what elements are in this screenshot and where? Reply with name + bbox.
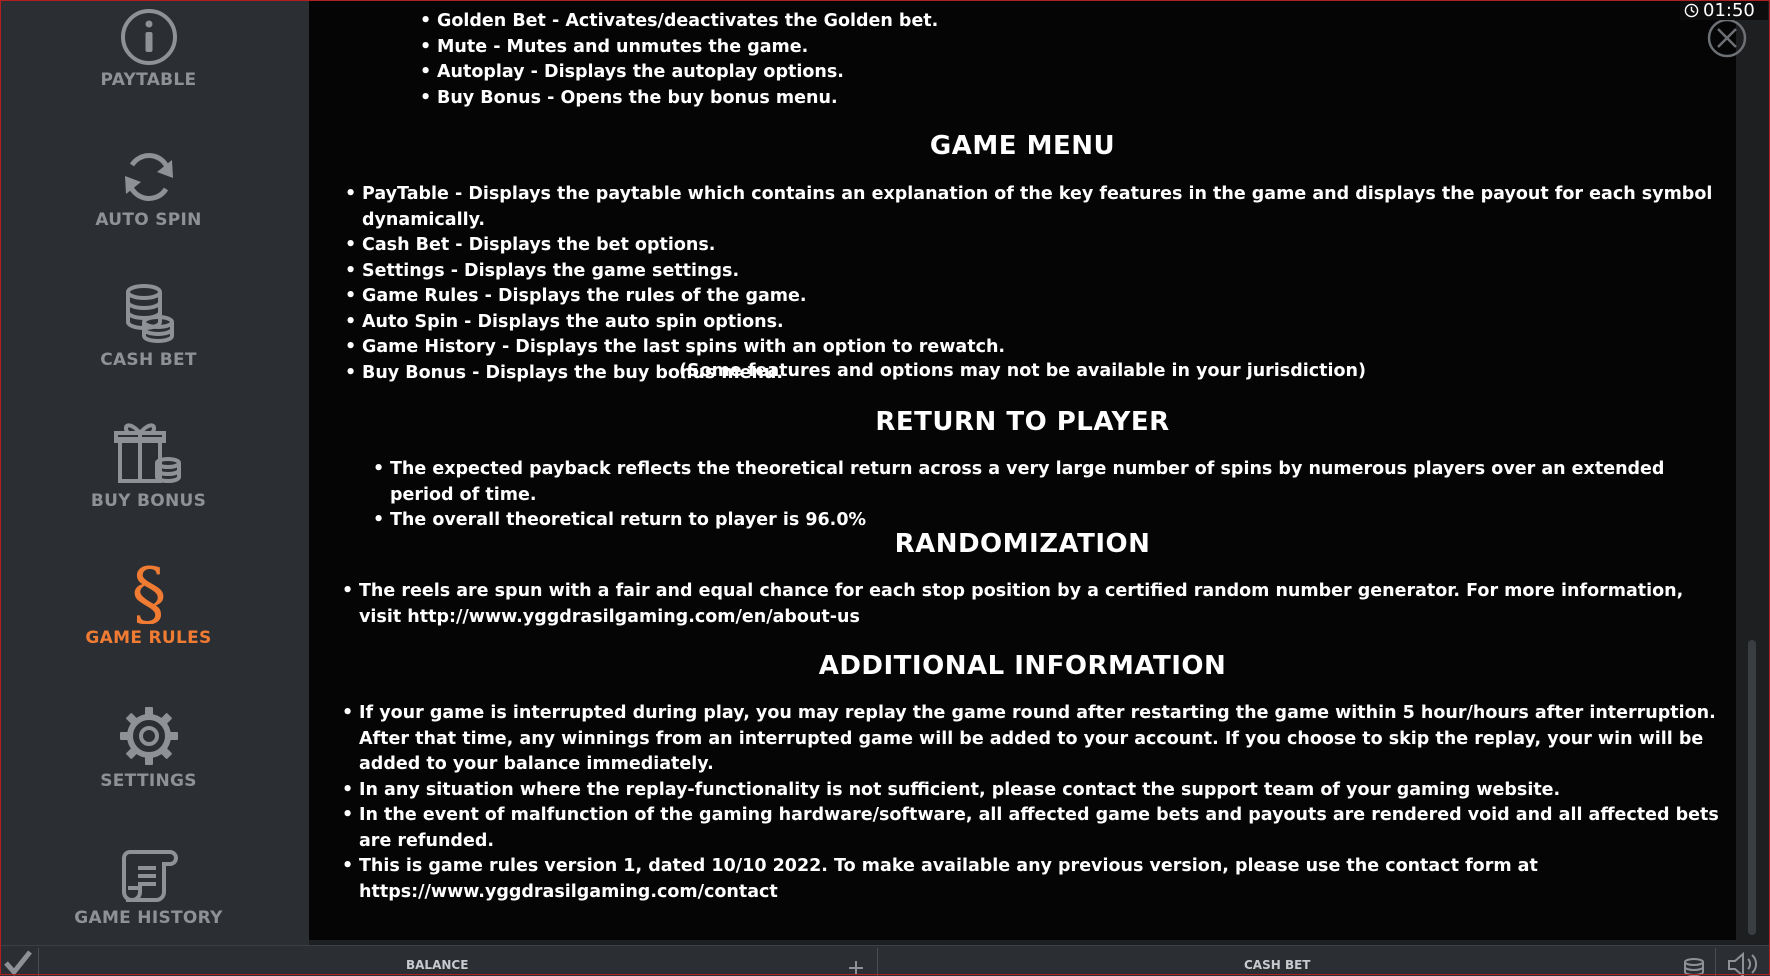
list-item: • Game History - Displays the last spins with an option to rewatch.	[362, 335, 1722, 361]
clock-icon	[1684, 3, 1699, 18]
sidebar-item-auto-spin[interactable]	[0, 148, 297, 230]
divider	[1715, 948, 1716, 976]
sidebar-item-buy-bonus[interactable]	[0, 421, 297, 511]
sidebar-item-label: GAME RULES	[85, 628, 212, 648]
coins-icon[interactable]	[1682, 957, 1706, 976]
sidebar-item-settings[interactable]	[0, 705, 297, 791]
speaker-icon[interactable]	[1726, 952, 1760, 976]
scrollbar-thumb[interactable]	[1748, 640, 1756, 935]
sidebar-item-label: SETTINGS	[100, 771, 197, 791]
additional-info-list	[359, 701, 1729, 905]
bottom-bar	[0, 945, 1770, 976]
section-title: ADDITIONAL INFORMATION	[818, 651, 1227, 681]
list-item: • The reels are spun with a fair and equal chance for each stop position by a certified random number generator. For more information, visit http://www.yggdrasilgaming.com/en/about-us	[359, 579, 1689, 630]
close-icon	[1707, 18, 1747, 58]
list-item: • Game Rules - Displays the rules of the game.	[362, 284, 1722, 310]
list-item: • The overall theoretical return to player is 96.0%	[390, 508, 1720, 534]
sidebar-item-label: PAYTABLE	[100, 70, 197, 90]
controls-list	[437, 9, 1707, 111]
rtp-list	[390, 457, 1720, 534]
sidebar-item-game-rules[interactable]	[0, 562, 297, 648]
divider	[877, 948, 878, 976]
list-item: • Buy Bonus - Displays the buy bonus menu.	[362, 361, 1722, 387]
sidebar-item-cash-bet[interactable]	[0, 282, 297, 370]
clock-time: 01:50	[1703, 0, 1755, 21]
list-item: • Settings - Displays the game settings.	[362, 259, 1722, 285]
list-item: • Cash Bet - Displays the bet options.	[362, 233, 1722, 259]
list-item: • Golden Bet - Activates/deactivates the Golden bet.	[437, 9, 1707, 35]
list-item: • In the event of malfunction of the gaming hardware/software, all affected game bets and payouts are rendered void and all affected bets are refunded.	[359, 803, 1729, 854]
coins-stack-icon	[120, 282, 178, 346]
svg-text:§: §	[131, 562, 166, 624]
list-item: • If your game is interrupted during play, you may replay the game round after restarting the game within 5 hour/hours after interruption. After that time, any winnings from an interrupted game will be added to your account. If you choose to skip the replay, your win will be added to your balance immediately.	[359, 701, 1729, 778]
section-sign-icon	[120, 562, 178, 624]
sidebar-item-label: BUY BONUS	[90, 491, 207, 511]
section-title: RETURN TO PLAYER	[875, 407, 1170, 437]
list-item: • Auto Spin - Displays the auto spin options.	[362, 310, 1722, 336]
balance-label: BALANCE	[406, 958, 469, 972]
checkmark-icon[interactable]	[4, 950, 32, 976]
sidebar	[0, 0, 309, 945]
randomization-list	[359, 579, 1689, 630]
info-icon	[120, 8, 178, 66]
list-item: • The expected payback reflects the theoretical return across a very large number of spins by numerous players over an extended period of time.	[390, 457, 1720, 508]
clock	[1680, 0, 1768, 20]
gear-icon	[118, 705, 180, 767]
plus-icon[interactable]	[848, 960, 864, 976]
scroll-icon	[116, 846, 182, 904]
divider	[38, 948, 39, 976]
list-item: • Mute - Mutes and unmutes the game.	[437, 35, 1707, 61]
game-menu-list	[362, 182, 1722, 386]
game-rules-panel[interactable]	[309, 0, 1736, 940]
list-item: • Buy Bonus - Opens the buy bonus menu.	[437, 86, 1707, 112]
list-item: • This is game rules version 1, dated 10/10 2022. To make available any previous version, please use the contact form at https://www.yggdrasilgaming.com/contact	[359, 854, 1729, 905]
sidebar-item-label: CASH BET	[100, 350, 197, 370]
sidebar-item-label: GAME HISTORY	[74, 908, 223, 928]
gift-coins-icon	[114, 421, 184, 487]
refresh-icon	[120, 148, 178, 206]
close-button[interactable]	[1707, 18, 1747, 58]
section-title: RANDOMIZATION	[894, 529, 1151, 559]
section-title: GAME MENU	[929, 131, 1116, 161]
sidebar-item-paytable[interactable]	[0, 8, 297, 90]
jurisdiction-note: (Some features and options may not be available in your jurisdiction)	[679, 361, 1366, 381]
list-item: • Autoplay - Displays the autoplay options.	[437, 60, 1707, 86]
cash-bet-label: CASH BET	[1244, 958, 1311, 972]
sidebar-item-label: AUTO SPIN	[95, 210, 202, 230]
list-item: • In any situation where the replay-functionality is not sufficient, please contact the support team of your gaming website.	[359, 778, 1729, 804]
list-item: • PayTable - Displays the paytable which contains an explanation of the key features in the game and displays the payout for each symbol dynamically.	[362, 182, 1722, 233]
sidebar-item-game-history[interactable]	[0, 846, 297, 928]
